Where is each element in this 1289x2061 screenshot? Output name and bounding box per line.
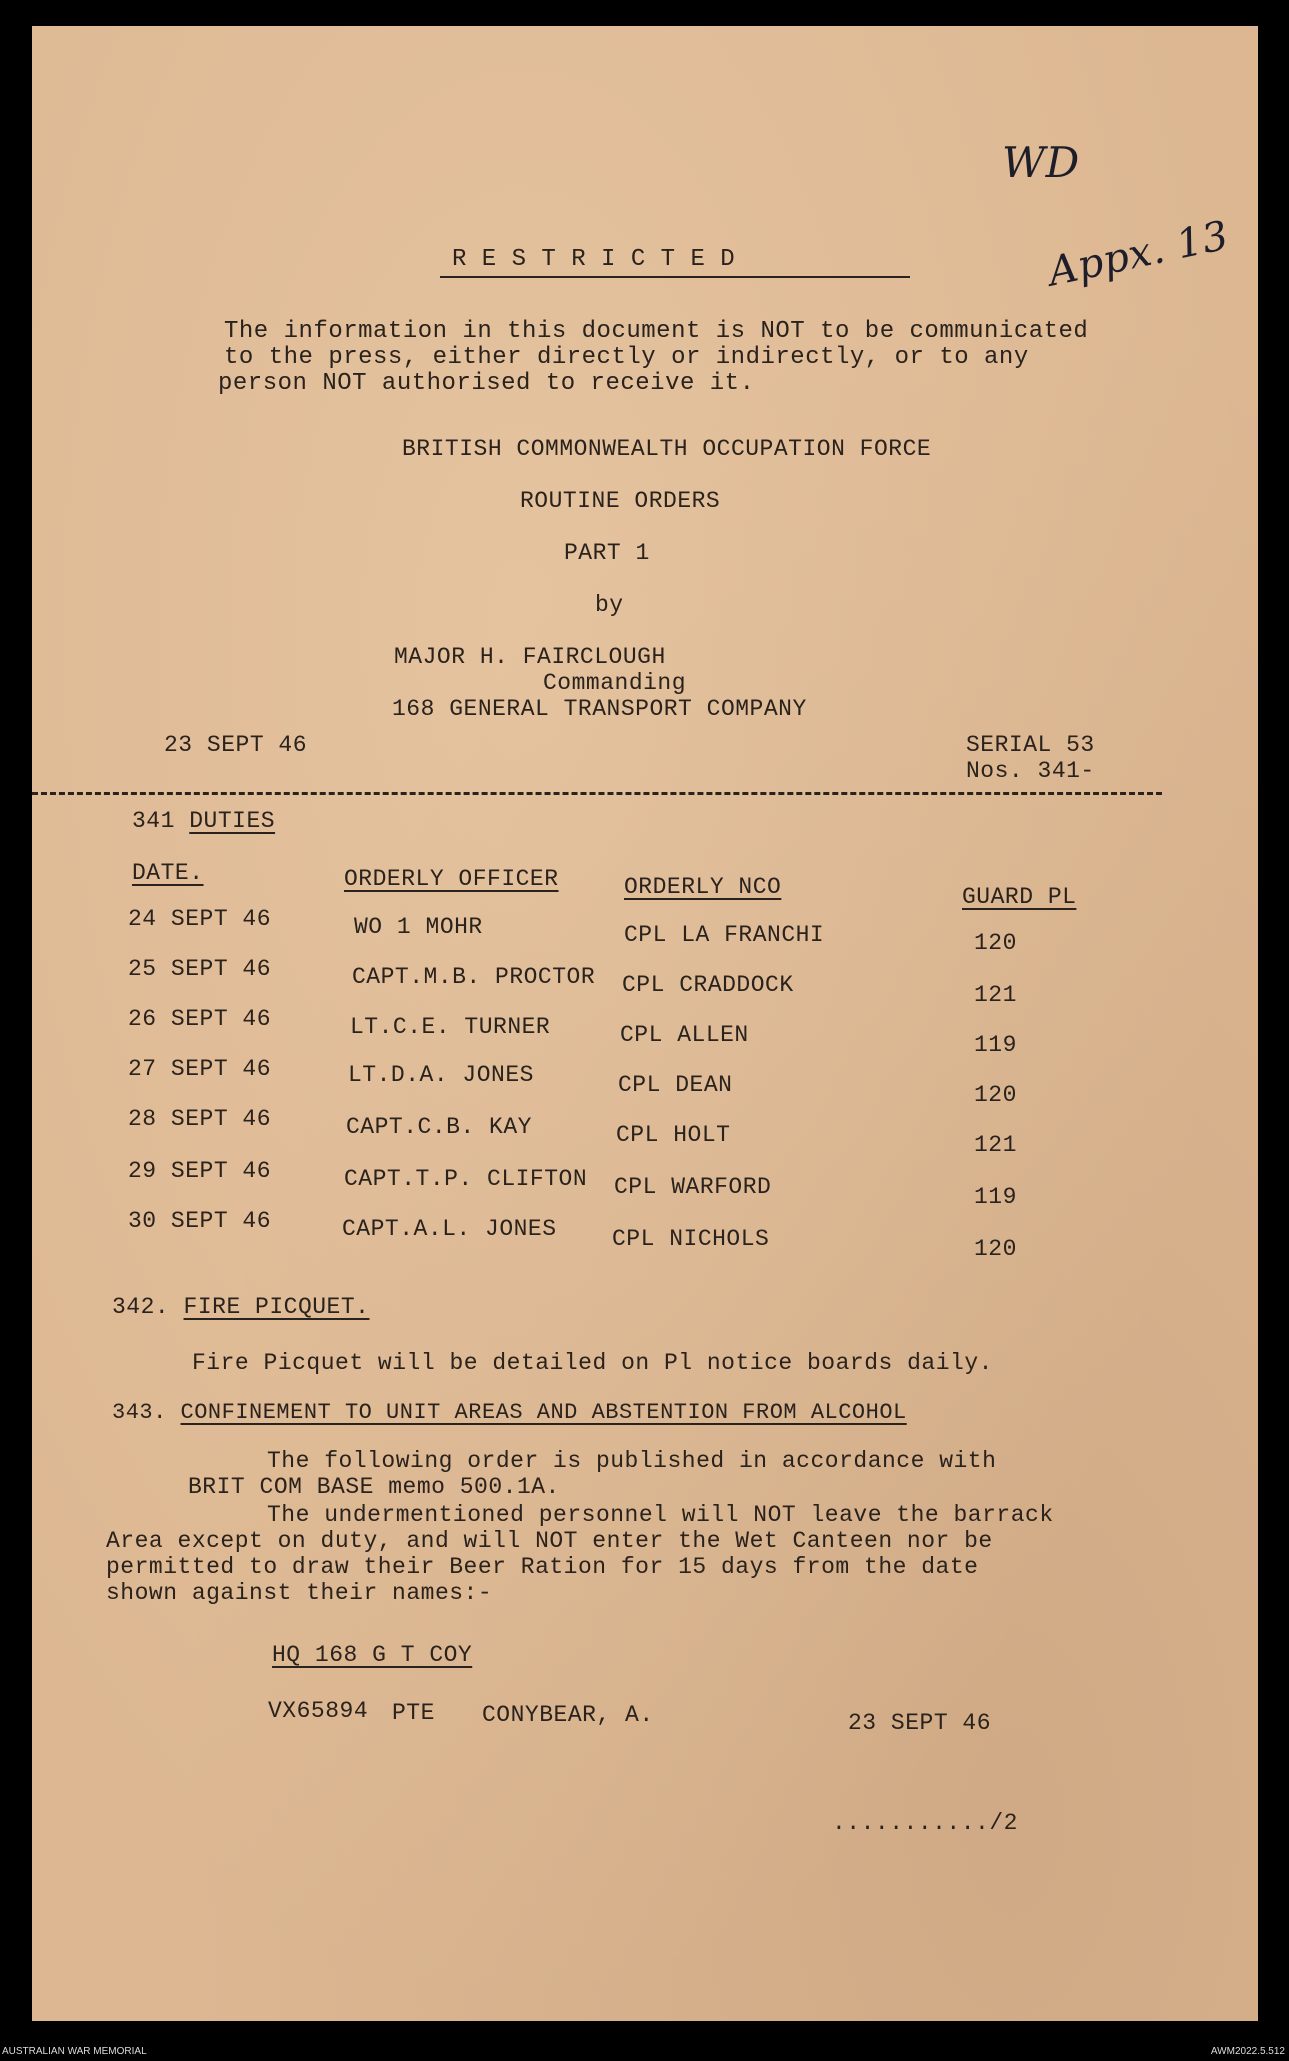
- para2-line-3: permitted to draw their Beer Ration for 15 days from the date: [106, 1554, 979, 1580]
- row-officer: CAPT.T.P. CLIFTON: [344, 1166, 588, 1192]
- confinement-heading: [112, 1400, 907, 1425]
- by-label: by: [595, 592, 624, 618]
- restricted-underline: [440, 276, 910, 278]
- para2-line-2: Area except on duty, and will NOT enter the Wet Canteen nor be: [106, 1528, 993, 1554]
- entry-number: VX65894: [268, 1698, 369, 1724]
- doc-type: ROUTINE ORDERS: [520, 488, 721, 514]
- handwritten-appx: Appx. 13: [1044, 212, 1233, 296]
- page-continuation: .........../2: [832, 1810, 1018, 1836]
- fire-picquet-heading: [112, 1294, 369, 1320]
- officer-name: MAJOR H. FAIRCLOUGH: [394, 644, 666, 670]
- section-divider: [32, 792, 1162, 795]
- subunit-heading: HQ 168 G T COY: [272, 1642, 473, 1668]
- officer-role: Commanding: [543, 670, 687, 696]
- row-officer: CAPT.C.B. KAY: [346, 1114, 532, 1140]
- order-numbers: Nos. 341-: [966, 758, 1095, 784]
- serial-number: SERIAL 53: [966, 732, 1095, 758]
- fire-picquet-title: FIRE PICQUET.: [183, 1294, 370, 1320]
- force-title: BRITISH COMMONWEALTH OCCUPATION FORCE: [402, 436, 932, 462]
- row-nco: CPL CRADDOCK: [622, 972, 794, 998]
- order-date: 23 SEPT 46: [164, 732, 308, 758]
- restricted-heading: R E S T R I C T E D: [452, 246, 736, 273]
- entry-date: 23 SEPT 46: [848, 1710, 992, 1736]
- footer-source: AUSTRALIAN WAR MEMORIAL: [2, 2046, 147, 2057]
- confinement-title: CONFINEMENT TO UNIT AREAS AND ABSTENTION FROM ALCOHOL: [180, 1400, 907, 1425]
- col-header-date: DATE.: [132, 860, 204, 886]
- col-header-officer: ORDERLY OFFICER: [344, 866, 559, 892]
- row-officer: CAPT.M.B. PROCTOR: [352, 964, 596, 990]
- row-officer: CAPT.A.L. JONES: [342, 1216, 557, 1242]
- row-date: 29 SEPT 46: [128, 1158, 272, 1184]
- fire-picquet-text: Fire Picquet will be detailed on Pl notice boards daily.: [192, 1350, 993, 1376]
- part-label: PART 1: [564, 540, 650, 566]
- col-header-nco: ORDERLY NCO: [624, 874, 782, 900]
- entry-rank: PTE: [392, 1700, 435, 1726]
- row-nco: CPL WARFORD: [614, 1174, 772, 1200]
- row-guard: 121: [974, 982, 1017, 1008]
- row-date: 28 SEPT 46: [128, 1106, 272, 1132]
- notice-line-3: person NOT authorised to receive it.: [218, 370, 755, 397]
- row-officer: LT.C.E. TURNER: [350, 1014, 551, 1040]
- row-guard: 120: [974, 1236, 1017, 1262]
- row-date: 27 SEPT 46: [128, 1056, 272, 1082]
- col-header-guard: GUARD PL: [962, 884, 1077, 910]
- duties-number: 341: [132, 808, 175, 834]
- unit-name: 168 GENERAL TRANSPORT COMPANY: [392, 696, 807, 722]
- row-nco: CPL NICHOLS: [612, 1226, 770, 1252]
- duties-heading: [132, 808, 275, 834]
- para2-line-4: shown against their names:-: [106, 1580, 493, 1606]
- handwritten-wd: WD: [1002, 138, 1080, 187]
- entry-name: CONYBEAR, A.: [482, 1702, 654, 1728]
- row-officer: LT.D.A. JONES: [348, 1062, 534, 1088]
- footer-reference: AWM2022.5.512: [1210, 2046, 1285, 2057]
- row-nco: CPL ALLEN: [620, 1022, 749, 1048]
- row-date: 26 SEPT 46: [128, 1006, 272, 1032]
- duties-title: DUTIES: [189, 808, 276, 834]
- notice-line-2: to the press, either directly or indirectly, or to any: [224, 344, 1029, 371]
- row-date: 25 SEPT 46: [128, 956, 272, 982]
- row-guard: 120: [974, 930, 1017, 956]
- row-guard: 120: [974, 1082, 1017, 1108]
- row-date: 24 SEPT 46: [128, 906, 272, 932]
- para1-line-2: BRIT COM BASE memo 500.1A.: [188, 1474, 560, 1500]
- notice-line-1: The information in this document is NOT to be communicated: [224, 318, 1089, 345]
- row-officer: WO 1 MOHR: [354, 914, 483, 940]
- confinement-number: 343.: [112, 1400, 167, 1425]
- row-guard: 121: [974, 1132, 1017, 1158]
- para2-line-1: The undermentioned personnel will NOT leave the barrack: [267, 1502, 1054, 1528]
- fire-picquet-number: 342.: [112, 1294, 170, 1320]
- row-date: 30 SEPT 46: [128, 1208, 272, 1234]
- row-nco: CPL LA FRANCHI: [624, 922, 825, 948]
- para1-line-1: The following order is published in accordance with: [267, 1448, 997, 1474]
- document-page: [32, 26, 1258, 2021]
- row-guard: 119: [974, 1184, 1017, 1210]
- row-nco: CPL DEAN: [618, 1072, 733, 1098]
- row-guard: 119: [974, 1032, 1017, 1058]
- row-nco: CPL HOLT: [616, 1122, 731, 1148]
